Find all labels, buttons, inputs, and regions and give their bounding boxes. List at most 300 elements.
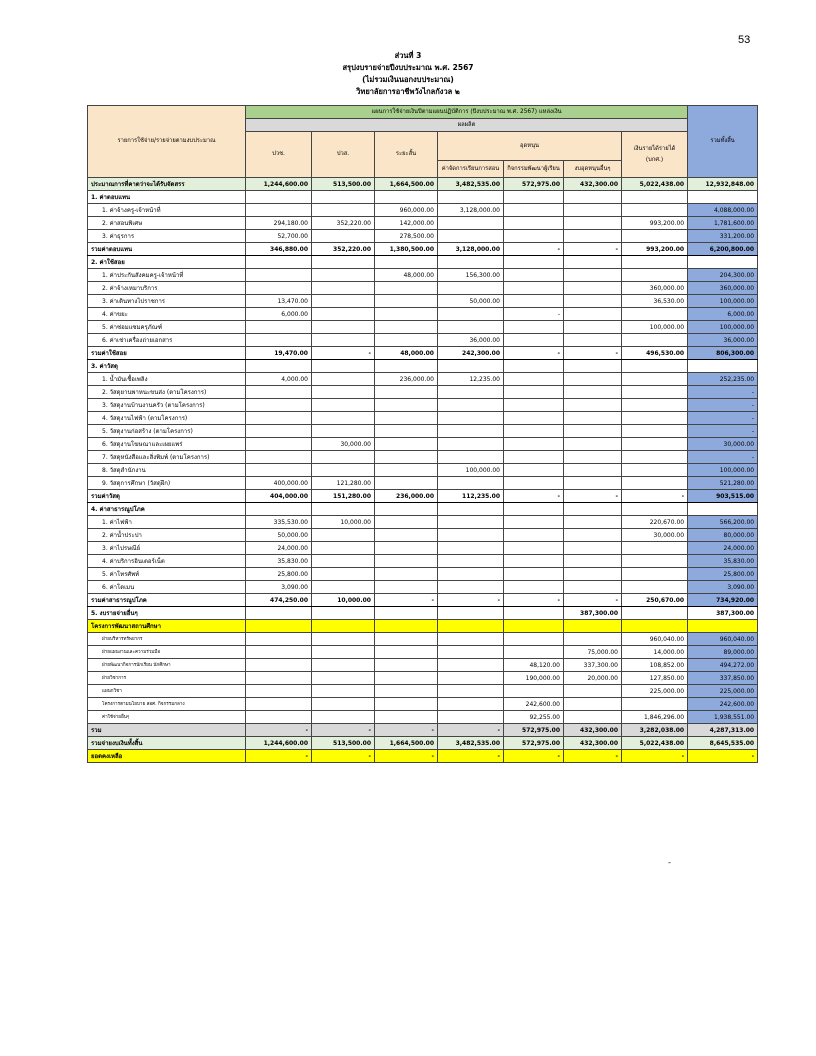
row-value-cell <box>622 438 688 451</box>
row-value-cell <box>504 230 564 243</box>
row-value-cell <box>438 438 504 451</box>
report-subtitle: (ไม่รวมเงินนอกงบประมาณ) <box>362 75 454 84</box>
row-total-cell: 242,600.00 <box>688 698 758 711</box>
row-value-cell <box>246 607 312 620</box>
header-income-line2: (บกศ.) <box>645 156 664 163</box>
row-value-cell <box>504 685 564 698</box>
row-value-cell: - <box>622 750 688 763</box>
row-value-cell <box>622 256 688 269</box>
row-value-cell <box>564 295 622 308</box>
row-value-cell: - <box>312 347 375 360</box>
row-value-cell <box>564 555 622 568</box>
row-value-cell <box>312 633 375 646</box>
row-value-cell <box>564 633 622 646</box>
row-value-cell <box>375 425 438 438</box>
row-value-cell: 30,000.00 <box>312 438 375 451</box>
row-label: 3. ค่าธุรการ <box>88 230 246 243</box>
row-value-cell <box>312 464 375 477</box>
table-row <box>88 607 758 620</box>
row-value-cell <box>312 256 375 269</box>
table-row <box>88 425 758 438</box>
row-label: โครงการตามนโยบาย สอศ. กิจกรรมกลาง <box>88 698 246 711</box>
row-value-cell: 572,975.00 <box>504 724 564 737</box>
row-value-cell <box>504 256 564 269</box>
row-value-cell <box>312 685 375 698</box>
header-col-teaching: ค่าจัดการเรียนการสอน <box>438 161 504 178</box>
row-value-cell <box>622 464 688 477</box>
row-total-cell: 100,000.00 <box>688 464 758 477</box>
row-value-cell <box>246 451 312 464</box>
row-value-cell <box>312 646 375 659</box>
row-value-cell <box>504 334 564 347</box>
table-row <box>88 529 758 542</box>
row-value-cell: - <box>246 750 312 763</box>
row-value-cell <box>438 477 504 490</box>
row-value-cell: 48,000.00 <box>375 347 438 360</box>
row-label: 9. วัสดุการศึกษา (วัสดุฝึก) <box>88 477 246 490</box>
row-label: แผนกวิชา <box>88 685 246 698</box>
row-value-cell <box>622 269 688 282</box>
row-label: 5. งบรายจ่ายอื่นๆ <box>88 607 246 620</box>
row-label: 3. ค่าเดินทางไปราชการ <box>88 295 246 308</box>
row-value-cell <box>622 204 688 217</box>
table-row <box>88 295 758 308</box>
row-value-cell: 335,530.00 <box>246 516 312 529</box>
row-value-cell <box>246 711 312 724</box>
row-value-cell: - <box>504 308 564 321</box>
row-total-cell: 566,200.00 <box>688 516 758 529</box>
row-value-cell <box>438 555 504 568</box>
row-value-cell: 19,470.00 <box>246 347 312 360</box>
header-income-line1: เงินรายได้รายได้ <box>633 145 676 152</box>
row-value-cell <box>312 659 375 672</box>
row-value-cell <box>622 698 688 711</box>
row-value-cell: - <box>504 490 564 503</box>
row-value-cell <box>622 555 688 568</box>
row-value-cell <box>438 308 504 321</box>
row-value-cell <box>438 399 504 412</box>
row-value-cell: - <box>438 750 504 763</box>
row-value-cell: 1,244,600.00 <box>246 178 312 191</box>
row-value-cell: 36,000.00 <box>438 334 504 347</box>
row-value-cell <box>312 503 375 516</box>
row-value-cell <box>622 477 688 490</box>
row-total-cell: 806,300.00 <box>688 347 758 360</box>
row-value-cell: 1,664,500.00 <box>375 178 438 191</box>
row-value-cell <box>622 399 688 412</box>
row-total-cell: 89,000.00 <box>688 646 758 659</box>
row-label: ค่าใช้จ่ายอื่นๆ <box>88 711 246 724</box>
row-value-cell: 92,255.00 <box>504 711 564 724</box>
row-value-cell <box>622 620 688 633</box>
table-row <box>88 191 758 204</box>
row-value-cell: 236,000.00 <box>375 490 438 503</box>
row-value-cell <box>504 360 564 373</box>
row-value-cell <box>622 425 688 438</box>
row-label: 1. ค่าตอบแทน <box>88 191 246 204</box>
row-value-cell <box>564 308 622 321</box>
row-value-cell <box>375 191 438 204</box>
row-value-cell <box>622 503 688 516</box>
row-value-cell: 474,250.00 <box>246 594 312 607</box>
row-label: 1. ค่าจ้างครู-เจ้าหน้าที่ <box>88 204 246 217</box>
row-value-cell: 52,700.00 <box>246 230 312 243</box>
row-value-cell <box>564 373 622 386</box>
row-value-cell <box>438 581 504 594</box>
row-value-cell <box>312 698 375 711</box>
row-value-cell: 75,000.00 <box>564 646 622 659</box>
row-value-cell <box>312 425 375 438</box>
row-value-cell <box>438 282 504 295</box>
table-row <box>88 347 758 360</box>
row-value-cell <box>246 633 312 646</box>
row-value-cell <box>312 204 375 217</box>
row-total-cell: 8,645,535.00 <box>688 737 758 750</box>
table-row <box>88 724 758 737</box>
row-value-cell <box>375 386 438 399</box>
row-value-cell <box>504 633 564 646</box>
row-value-cell <box>246 386 312 399</box>
row-value-cell <box>622 568 688 581</box>
row-value-cell <box>504 399 564 412</box>
row-value-cell: 10,000.00 <box>312 594 375 607</box>
row-total-cell: 100,000.00 <box>688 295 758 308</box>
row-value-cell: 12,235.00 <box>438 373 504 386</box>
row-value-cell <box>375 529 438 542</box>
table-row <box>88 620 758 633</box>
row-value-cell <box>504 464 564 477</box>
row-value-cell: 48,000.00 <box>375 269 438 282</box>
row-value-cell <box>312 555 375 568</box>
row-total-cell: 4,287,313.00 <box>688 724 758 737</box>
row-value-cell <box>564 282 622 295</box>
row-value-cell <box>312 399 375 412</box>
row-value-cell <box>438 256 504 269</box>
header-item: รายการใช้จ่าย/รายจ่ายตามงบประมาณ <box>88 106 246 178</box>
row-total-cell: 903,515.00 <box>688 490 758 503</box>
row-value-cell <box>622 542 688 555</box>
row-value-cell: 14,000.00 <box>622 646 688 659</box>
row-value-cell <box>438 516 504 529</box>
row-value-cell <box>504 581 564 594</box>
row-value-cell <box>312 620 375 633</box>
row-value-cell: 36,530.00 <box>622 295 688 308</box>
row-value-cell: 225,000.00 <box>622 685 688 698</box>
row-value-cell <box>438 646 504 659</box>
row-value-cell <box>375 282 438 295</box>
table-row <box>88 308 758 321</box>
row-value-cell: 10,000.00 <box>312 516 375 529</box>
row-value-cell <box>438 412 504 425</box>
row-value-cell: - <box>622 490 688 503</box>
row-value-cell <box>438 503 504 516</box>
row-label: 3. ค่าวัสดุ <box>88 360 246 373</box>
header-plan: แผนการใช้จ่ายเงินปีตามแผนปฏิบัติการ (ปีงบประมาณ พ.ศ. 2567) แหล่งเงิน <box>246 106 688 119</box>
row-value-cell: 294,180.00 <box>246 217 312 230</box>
row-label: 6. วัสดุงานโฆษณาและเผยแพร่ <box>88 438 246 451</box>
row-total-cell: 734,920.00 <box>688 594 758 607</box>
row-value-cell: 127,850.00 <box>622 672 688 685</box>
row-value-cell <box>438 711 504 724</box>
row-total-cell <box>688 191 758 204</box>
row-value-cell: 960,000.00 <box>375 204 438 217</box>
row-value-cell <box>564 191 622 204</box>
row-value-cell <box>564 477 622 490</box>
row-value-cell <box>504 529 564 542</box>
row-label: โครงการพัฒนาสถานศึกษา <box>88 620 246 633</box>
row-value-cell <box>564 438 622 451</box>
row-value-cell <box>622 581 688 594</box>
row-value-cell <box>438 659 504 672</box>
row-value-cell <box>312 191 375 204</box>
row-value-cell <box>564 360 622 373</box>
row-value-cell <box>246 321 312 334</box>
row-total-cell <box>688 620 758 633</box>
row-value-cell <box>504 269 564 282</box>
row-value-cell <box>504 282 564 295</box>
row-total-cell: 960,040.00 <box>688 633 758 646</box>
table-row <box>88 334 758 347</box>
row-value-cell <box>438 568 504 581</box>
row-value-cell <box>564 386 622 399</box>
row-value-cell <box>375 542 438 555</box>
row-label: 2. ค่าใช้สอย <box>88 256 246 269</box>
row-value-cell <box>438 607 504 620</box>
header-subsidy: อุดหนุน <box>438 132 622 161</box>
row-label: 2. วัสดุยานพาหนะขนส่ง (ตามโครงการ) <box>88 386 246 399</box>
table-row <box>88 672 758 685</box>
row-value-cell <box>246 425 312 438</box>
table-row <box>88 490 758 503</box>
header-col-short: ระยะสั้น <box>375 132 438 178</box>
table-row <box>88 464 758 477</box>
row-value-cell <box>246 269 312 282</box>
row-value-cell <box>375 659 438 672</box>
row-value-cell <box>312 230 375 243</box>
row-value-cell <box>375 555 438 568</box>
row-total-cell: - <box>688 425 758 438</box>
row-value-cell <box>312 295 375 308</box>
row-value-cell <box>375 464 438 477</box>
table-row <box>88 698 758 711</box>
row-value-cell: 3,128,000.00 <box>438 243 504 256</box>
row-value-cell <box>504 386 564 399</box>
row-value-cell: 572,975.00 <box>504 178 564 191</box>
row-value-cell: - <box>246 724 312 737</box>
row-value-cell <box>504 555 564 568</box>
institution-name: วิทยาลัยการอาชีพวังไกลกังวล ๒ <box>356 87 460 96</box>
row-value-cell <box>312 269 375 282</box>
row-value-cell: 572,975.00 <box>504 737 564 750</box>
row-label: ฝ่ายบริหารทรัพยากร <box>88 633 246 646</box>
row-value-cell: - <box>504 594 564 607</box>
row-value-cell <box>622 373 688 386</box>
table-row <box>88 646 758 659</box>
header-result: ผลผลิต <box>246 119 688 132</box>
row-total-cell: 521,280.00 <box>688 477 758 490</box>
table-row <box>88 386 758 399</box>
row-value-cell: 1,846,296.00 <box>622 711 688 724</box>
row-value-cell: 3,282,038.00 <box>622 724 688 737</box>
row-value-cell <box>504 204 564 217</box>
row-value-cell <box>246 191 312 204</box>
table-row <box>88 360 758 373</box>
table-row <box>88 750 758 763</box>
row-value-cell <box>375 334 438 347</box>
row-value-cell: 30,000.00 <box>622 529 688 542</box>
row-value-cell <box>438 698 504 711</box>
row-value-cell: - <box>504 347 564 360</box>
row-value-cell <box>312 282 375 295</box>
section-title: ส่วนที่ 3 <box>394 51 422 60</box>
row-value-cell <box>622 386 688 399</box>
row-value-cell <box>564 204 622 217</box>
row-value-cell: 24,000.00 <box>246 542 312 555</box>
row-label: ฝ่ายพัฒนากิจการนักเรียน นักศึกษา <box>88 659 246 672</box>
row-label: 2. ค่าน้ำประปา <box>88 529 246 542</box>
row-value-cell <box>246 282 312 295</box>
row-total-cell: 494,272.00 <box>688 659 758 672</box>
row-value-cell <box>438 217 504 230</box>
row-label: ฝ่ายวิชาการ <box>88 672 246 685</box>
table-row <box>88 581 758 594</box>
row-value-cell <box>312 607 375 620</box>
row-value-cell <box>375 685 438 698</box>
row-value-cell: 960,040.00 <box>622 633 688 646</box>
row-value-cell <box>246 399 312 412</box>
row-value-cell: 5,022,438.00 <box>622 737 688 750</box>
row-value-cell: - <box>375 594 438 607</box>
header-col-pvs: ปวส. <box>312 132 375 178</box>
row-value-cell <box>564 425 622 438</box>
row-value-cell <box>564 399 622 412</box>
row-value-cell: 3,482,535.00 <box>438 178 504 191</box>
row-total-cell: 360,000.00 <box>688 282 758 295</box>
row-total-cell: 4,088,000.00 <box>688 204 758 217</box>
row-value-cell: 1,380,500.00 <box>375 243 438 256</box>
report-title: สรุปงบรายจ่ายปีงบประมาณ พ.ศ. 2567 <box>342 63 474 72</box>
row-value-cell <box>375 451 438 464</box>
row-value-cell <box>622 607 688 620</box>
row-value-cell <box>504 516 564 529</box>
row-value-cell <box>375 295 438 308</box>
row-value-cell <box>438 360 504 373</box>
row-value-cell: - <box>564 490 622 503</box>
row-total-cell: 6,000.00 <box>688 308 758 321</box>
row-value-cell <box>438 321 504 334</box>
row-value-cell <box>564 542 622 555</box>
row-value-cell <box>438 425 504 438</box>
row-value-cell <box>312 386 375 399</box>
row-value-cell: 236,000.00 <box>375 373 438 386</box>
row-value-cell: 142,000.00 <box>375 217 438 230</box>
row-total-cell: 252,235.00 <box>688 373 758 386</box>
row-value-cell: 13,470.00 <box>246 295 312 308</box>
row-total-cell: - <box>688 386 758 399</box>
row-label: รวมค่าใช้สอย <box>88 347 246 360</box>
row-value-cell <box>438 542 504 555</box>
row-label: 2. ค่าจ้างเหมาบริการ <box>88 282 246 295</box>
table-row <box>88 373 758 386</box>
row-value-cell: 151,280.00 <box>312 490 375 503</box>
row-value-cell <box>438 451 504 464</box>
row-value-cell: 242,600.00 <box>504 698 564 711</box>
row-label: รวมค่าสาธารณูปโภค <box>88 594 246 607</box>
row-value-cell <box>312 581 375 594</box>
row-value-cell: 20,000.00 <box>564 672 622 685</box>
row-value-cell: 3,090.00 <box>246 581 312 594</box>
row-value-cell <box>375 607 438 620</box>
row-total-cell: 35,830.00 <box>688 555 758 568</box>
row-value-cell: - <box>564 750 622 763</box>
row-label: ยอดคงเหลือ <box>88 750 246 763</box>
row-label: 4. ค่าขยะ <box>88 308 246 321</box>
row-value-cell: 4,000.00 <box>246 373 312 386</box>
row-value-cell: 6,000.00 <box>246 308 312 321</box>
budget-summary-table <box>87 105 758 763</box>
row-value-cell: 48,120.00 <box>504 659 564 672</box>
row-value-cell <box>312 568 375 581</box>
row-value-cell: - <box>312 750 375 763</box>
row-value-cell: 1,664,500.00 <box>375 737 438 750</box>
table-row <box>88 321 758 334</box>
row-value-cell <box>564 516 622 529</box>
table-row <box>88 516 758 529</box>
row-label: รวมค่าวัสดุ <box>88 490 246 503</box>
row-value-cell <box>375 503 438 516</box>
header-col-activity: กิจกรรมพัฒนาผู้เรียน <box>504 161 564 178</box>
row-value-cell: - <box>504 750 564 763</box>
row-value-cell <box>312 334 375 347</box>
row-total-cell: 24,000.00 <box>688 542 758 555</box>
table-row <box>88 178 758 191</box>
row-value-cell <box>246 412 312 425</box>
row-label: 1. ค่าประกันสังคมครู-เจ้าหน้าที่ <box>88 269 246 282</box>
row-value-cell <box>564 685 622 698</box>
row-total-cell <box>688 360 758 373</box>
row-value-cell <box>375 516 438 529</box>
row-value-cell: 352,220.00 <box>312 217 375 230</box>
row-value-cell <box>375 581 438 594</box>
row-value-cell <box>246 334 312 347</box>
row-total-cell: 6,200,800.00 <box>688 243 758 256</box>
row-value-cell <box>375 256 438 269</box>
row-value-cell <box>622 191 688 204</box>
table-row <box>88 503 758 516</box>
row-value-cell: 108,852.00 <box>622 659 688 672</box>
row-value-cell <box>504 568 564 581</box>
row-value-cell: 496,530.00 <box>622 347 688 360</box>
row-value-cell <box>564 334 622 347</box>
row-label: 1. ค่าไฟฟ้า <box>88 516 246 529</box>
row-value-cell <box>246 503 312 516</box>
table-row <box>88 438 758 451</box>
row-total-cell: - <box>688 750 758 763</box>
row-total-cell <box>688 256 758 269</box>
row-total-cell: 25,800.00 <box>688 568 758 581</box>
row-value-cell <box>504 438 564 451</box>
row-value-cell <box>312 360 375 373</box>
row-label: 3. ค่าไปรษณีย์ <box>88 542 246 555</box>
table-row <box>88 451 758 464</box>
row-value-cell <box>312 412 375 425</box>
header-col-income <box>622 132 688 178</box>
row-value-cell <box>564 581 622 594</box>
row-value-cell <box>375 698 438 711</box>
row-value-cell <box>246 685 312 698</box>
row-value-cell: 5,022,438.00 <box>622 178 688 191</box>
row-value-cell <box>438 191 504 204</box>
